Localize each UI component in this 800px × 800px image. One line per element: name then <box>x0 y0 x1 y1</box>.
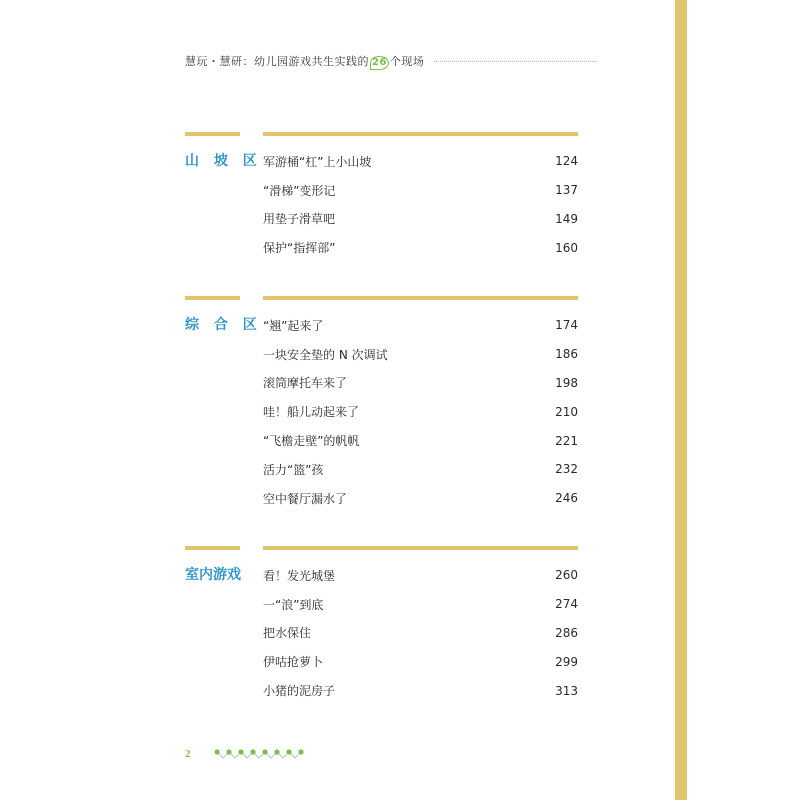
toc-entry-page: 286 <box>555 625 578 640</box>
toc-entry-page: 221 <box>555 433 578 448</box>
toc-entry-page: 174 <box>555 318 578 333</box>
toc-entry-page: 246 <box>555 491 578 506</box>
section-title: 山 坡 区 <box>185 153 262 169</box>
toc-entry[interactable] <box>263 340 578 369</box>
toc-entry-page: 137 <box>555 183 578 198</box>
toc-entry[interactable] <box>263 484 578 513</box>
toc-entry[interactable] <box>263 311 578 340</box>
section-divider-right <box>263 296 578 300</box>
toc-entry-title: 一块安全垫的 N 次调试 <box>263 347 388 362</box>
section-divider-left <box>185 546 240 550</box>
toc-entry-list <box>263 311 578 513</box>
section-divider-left <box>185 132 240 136</box>
toc-entry[interactable] <box>263 176 578 205</box>
toc-entry-title: 滚筒摩托车来了 <box>263 376 348 391</box>
toc-entry-title: “翘”起来了 <box>263 318 324 333</box>
toc-entry[interactable] <box>263 369 578 398</box>
toc-entry-page: 299 <box>555 654 578 669</box>
toc-entry-title: 看！发光城堡 <box>263 568 336 583</box>
toc-entry-title: 空中餐厅漏水了 <box>263 491 348 506</box>
toc-entry-page: 313 <box>555 683 578 698</box>
toc-entry-page: 260 <box>555 568 578 583</box>
toc-entry-title: 哇！船儿动起来了 <box>263 405 360 420</box>
toc-entry-page: 198 <box>555 375 578 390</box>
book-title-number: 26 <box>372 56 387 68</box>
toc-entry-title: “滑梯”变形记 <box>263 183 336 198</box>
toc-entry-title: 保护“指挥部” <box>263 241 336 256</box>
toc-entry-title: 伊咕抢萝卜 <box>263 655 324 670</box>
toc-entry[interactable] <box>263 619 578 648</box>
toc-entry-page: 149 <box>555 211 578 226</box>
toc-entry[interactable] <box>263 233 578 262</box>
book-title: 慧玩・慧研：幼儿园游戏共生实践的 26 个现场 <box>185 54 425 68</box>
running-header <box>185 50 597 72</box>
section-divider-right <box>263 546 578 550</box>
page-number: 2 <box>185 748 191 760</box>
page-footer <box>185 746 305 762</box>
header-dotted-rule <box>434 61 597 62</box>
toc-entry-page: 232 <box>555 462 578 477</box>
toc-entry[interactable] <box>263 647 578 676</box>
toc-entry[interactable] <box>263 676 578 705</box>
toc-entry-list <box>263 147 578 262</box>
toc-entry[interactable] <box>263 397 578 426</box>
toc-entry[interactable] <box>263 147 578 176</box>
toc-entry-page: 210 <box>555 404 578 419</box>
toc-entry-title: 用垫子滑草吧 <box>263 212 336 227</box>
toc-entry-page: 124 <box>555 154 578 169</box>
section-title: 室内游戏 <box>185 567 241 583</box>
section-divider-right <box>263 132 578 136</box>
toc-entry[interactable] <box>263 590 578 619</box>
toc-entry-list <box>263 561 578 705</box>
section-divider-left <box>185 296 240 300</box>
toc-entry-page: 160 <box>555 240 578 255</box>
green-dot-zigzag-ornament-icon <box>215 747 305 761</box>
toc-entry[interactable] <box>263 561 578 590</box>
toc-entry[interactable] <box>263 455 578 484</box>
toc-entry-title: “飞檐走壁”的帆帆 <box>263 434 360 449</box>
toc-entry[interactable] <box>263 426 578 455</box>
section-title: 综 合 区 <box>185 317 262 333</box>
toc-entry-page: 186 <box>555 347 578 362</box>
toc-entry-page: 274 <box>555 597 578 612</box>
toc-entry-title: 一“浪”到底 <box>263 597 324 612</box>
toc-entry-title: 小猪的泥房子 <box>263 684 336 699</box>
decorative-side-stripe <box>675 0 687 800</box>
toc-entry-title: 活力“篮”孩 <box>263 462 324 477</box>
toc-entry-title: 军游桶“杠”上小山坡 <box>263 154 372 169</box>
toc-entry[interactable] <box>263 205 578 234</box>
toc-entry-title: 把水保住 <box>263 626 312 641</box>
